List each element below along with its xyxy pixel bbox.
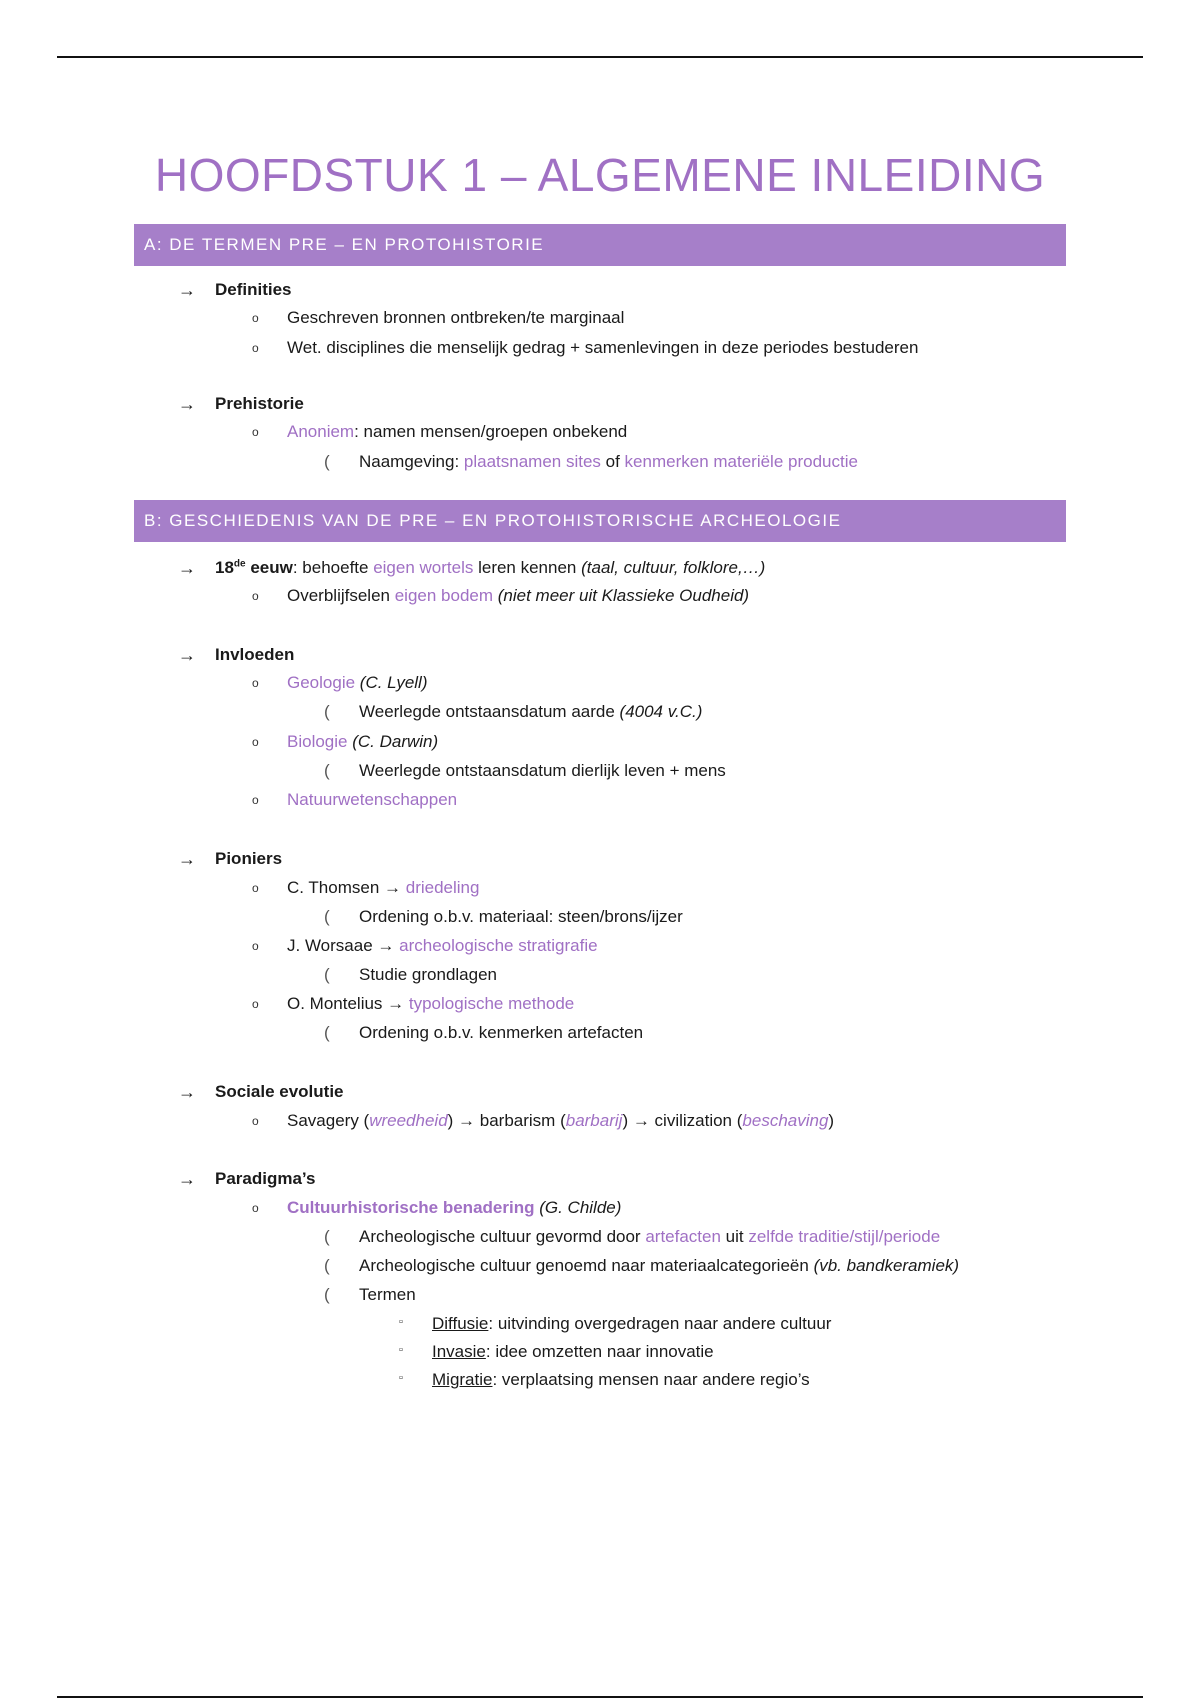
- thomsen-name: C. Thomsen →: [287, 878, 406, 897]
- bullet-icon: o: [252, 881, 259, 895]
- kenmerken-term: kenmerken materiële productie: [624, 452, 858, 471]
- driedeling-term: driedeling: [405, 878, 480, 897]
- bracket-icon: (: [324, 1256, 330, 1275]
- bullet-icon: o: [252, 997, 259, 1011]
- arrow-icon: →: [178, 849, 196, 869]
- pioniers-heading: Pioniers: [215, 849, 283, 868]
- arrow-icon: →: [178, 280, 196, 300]
- bullet-icon: o: [252, 425, 259, 439]
- eeuw-word: eeuw: [245, 558, 293, 577]
- bottom-rule: [57, 1696, 1143, 1698]
- klassieke-text: (niet meer uit Klassieke Oudheid): [493, 586, 750, 605]
- over-text: Overblijfselen: [287, 586, 395, 605]
- s2-italic: (vb. bandkeramiek): [813, 1256, 960, 1275]
- s1b-text: uit: [720, 1227, 749, 1246]
- worsaae-sub: Studie grondlagen: [359, 965, 498, 984]
- barbarij-term: barbarij: [565, 1111, 623, 1130]
- sociale-line: [287, 1110, 834, 1132]
- section-a-header: A: DE TERMEN PRE – EN PROTOHISTORIE: [134, 224, 1066, 266]
- paradigma-sub-1: [359, 1226, 940, 1248]
- naamgeving-label: Naamgeving:: [359, 452, 464, 471]
- eeuw-text-1: : behoefte: [292, 558, 374, 577]
- geologie-line: [287, 672, 428, 694]
- arrow-icon: →: [178, 1082, 196, 1102]
- invasie-line: [432, 1341, 714, 1363]
- cultuur-line: [287, 1197, 621, 1219]
- bullet-icon: o: [252, 1201, 259, 1215]
- bracket-icon: (: [324, 761, 330, 780]
- eigen-bodem-term: eigen bodem: [394, 586, 494, 605]
- definities-heading: Definities: [215, 280, 292, 299]
- cultuur-term: Cultuurhistorische benadering: [287, 1198, 535, 1217]
- worsaae-line: [287, 935, 598, 957]
- invasie-term: Invasie: [432, 1342, 486, 1361]
- eeuw-paren: (taal, cultuur, folklore,…): [581, 558, 766, 577]
- eeuw-num: 18: [215, 558, 234, 577]
- eeuw-sup: de: [233, 558, 246, 570]
- civilization-text: ) → civilization (: [622, 1111, 743, 1130]
- stratigrafie-term: archeologische stratigrafie: [399, 936, 598, 955]
- definities-item-2: Wet. disciplines die menselijk gedrag + samenlevingen in deze periodes bestuderen: [287, 338, 919, 357]
- square-bullet-icon: ▫: [399, 1344, 403, 1356]
- diffusie-text: : uitvinding overgedragen naar andere cultuur: [488, 1314, 832, 1333]
- montelius-name: O. Montelius →: [287, 994, 409, 1013]
- overblijfselen-line: [287, 585, 749, 607]
- eeuw-text-2: leren kennen: [473, 558, 582, 577]
- thomsen-line: [287, 877, 479, 899]
- geologie-sub-line: [359, 701, 702, 723]
- natuurwetenschappen-term: Natuurwetenschappen: [287, 790, 458, 809]
- page-title: HOOFDSTUK 1 – ALGEMENE INLEIDING: [154, 149, 1046, 201]
- montelius-line: [287, 993, 574, 1015]
- bracket-icon: (: [324, 965, 330, 984]
- beschaving-term: beschaving: [742, 1111, 829, 1130]
- invloeden-heading: Invloeden: [215, 645, 295, 664]
- migratie-text: : verplaatsing mensen naar andere regio’s: [492, 1370, 810, 1389]
- bullet-icon: o: [252, 1114, 259, 1128]
- thomsen-sub: Ordening o.b.v. materiaal: steen/brons/ijzer: [359, 907, 683, 926]
- bullet-icon: o: [252, 793, 259, 807]
- paradigma-sub-2: [359, 1255, 959, 1277]
- geologie-sub-text: Weerlegde ontstaansdatum aarde: [359, 702, 620, 721]
- bullet-icon: o: [252, 939, 259, 953]
- childe-text: (G. Childe): [534, 1198, 622, 1217]
- wreedheid-term: wreedheid: [369, 1111, 448, 1130]
- bullet-icon: o: [252, 589, 259, 603]
- bullet-icon: o: [252, 341, 259, 355]
- montelius-sub: Ordening o.b.v. kenmerken artefacten: [359, 1023, 644, 1042]
- bullet-icon: o: [252, 311, 259, 325]
- barbarism-text: ) → barbarism (: [447, 1111, 566, 1130]
- prehistorie-heading: Prehistorie: [215, 394, 304, 413]
- savagery-text: Savagery (: [287, 1111, 370, 1130]
- biologie-term: Biologie: [287, 732, 348, 751]
- migratie-line: [432, 1369, 810, 1391]
- bracket-icon: (: [324, 1227, 330, 1246]
- bracket-icon: (: [324, 1285, 330, 1304]
- zelfde-term: zelfde traditie/stijl/periode: [748, 1227, 941, 1246]
- diffusie-line: [432, 1313, 831, 1335]
- arrow-icon: →: [178, 558, 196, 578]
- plaatsnamen-term: plaatsnamen sites: [463, 452, 601, 471]
- s2-text: Archeologische cultuur genoemd naar materiaalcategorieën: [359, 1256, 814, 1275]
- definities-item-1: Geschreven bronnen ontbreken/te marginaal: [287, 308, 625, 327]
- section-b-header: B: GESCHIEDENIS VAN DE PRE – EN PROTOHISTORISCHE ARCHEOLOGIE: [134, 500, 1066, 542]
- sociale-heading: Sociale evolutie: [215, 1082, 344, 1101]
- eigen-wortels-term: eigen wortels: [373, 558, 474, 577]
- diffusie-term: Diffusie: [432, 1314, 489, 1333]
- bracket-icon: (: [324, 452, 330, 471]
- bullet-icon: o: [252, 735, 259, 749]
- biologie-sub: Weerlegde ontstaansdatum dierlijk leven + mens: [359, 761, 726, 780]
- bracket-icon: (: [324, 1023, 330, 1042]
- bullet-icon: o: [252, 676, 259, 690]
- paradigma-heading: Paradigma’s: [215, 1169, 316, 1188]
- geologie-term: Geologie: [287, 673, 356, 692]
- anoniem-term: Anoniem: [287, 422, 355, 441]
- square-bullet-icon: ▫: [399, 1372, 403, 1384]
- bracket-icon: (: [324, 702, 330, 721]
- biologie-line: [287, 731, 438, 753]
- top-rule: [57, 56, 1143, 58]
- arrow-icon: →: [178, 1169, 196, 1189]
- geologie-date: (4004 v.C.): [619, 702, 703, 721]
- typologische-term: typologische methode: [408, 994, 575, 1013]
- worsaae-name: J. Worsaae →: [287, 936, 400, 955]
- arrow-icon: →: [178, 645, 196, 665]
- anoniem-text: : namen mensen/groepen onbekend: [354, 422, 628, 441]
- prehistorie-anoniem-line: [287, 421, 627, 443]
- darwin-text: (C. Darwin): [347, 732, 439, 751]
- invasie-text: : idee omzetten naar innovatie: [485, 1342, 714, 1361]
- close-paren: ): [828, 1111, 835, 1130]
- artefacten-term: artefacten: [645, 1227, 721, 1246]
- termen-label: Termen: [359, 1285, 416, 1304]
- naamgeving-line: [359, 451, 858, 473]
- bracket-icon: (: [324, 907, 330, 926]
- eeuw-line: [215, 557, 765, 579]
- arrow-icon: →: [178, 394, 196, 414]
- of-text: of: [600, 452, 625, 471]
- square-bullet-icon: ▫: [399, 1316, 403, 1328]
- migratie-term: Migratie: [432, 1370, 493, 1389]
- lyell-text: (C. Lyell): [355, 673, 428, 692]
- s1a-text: Archeologische cultuur gevormd door: [359, 1227, 646, 1246]
